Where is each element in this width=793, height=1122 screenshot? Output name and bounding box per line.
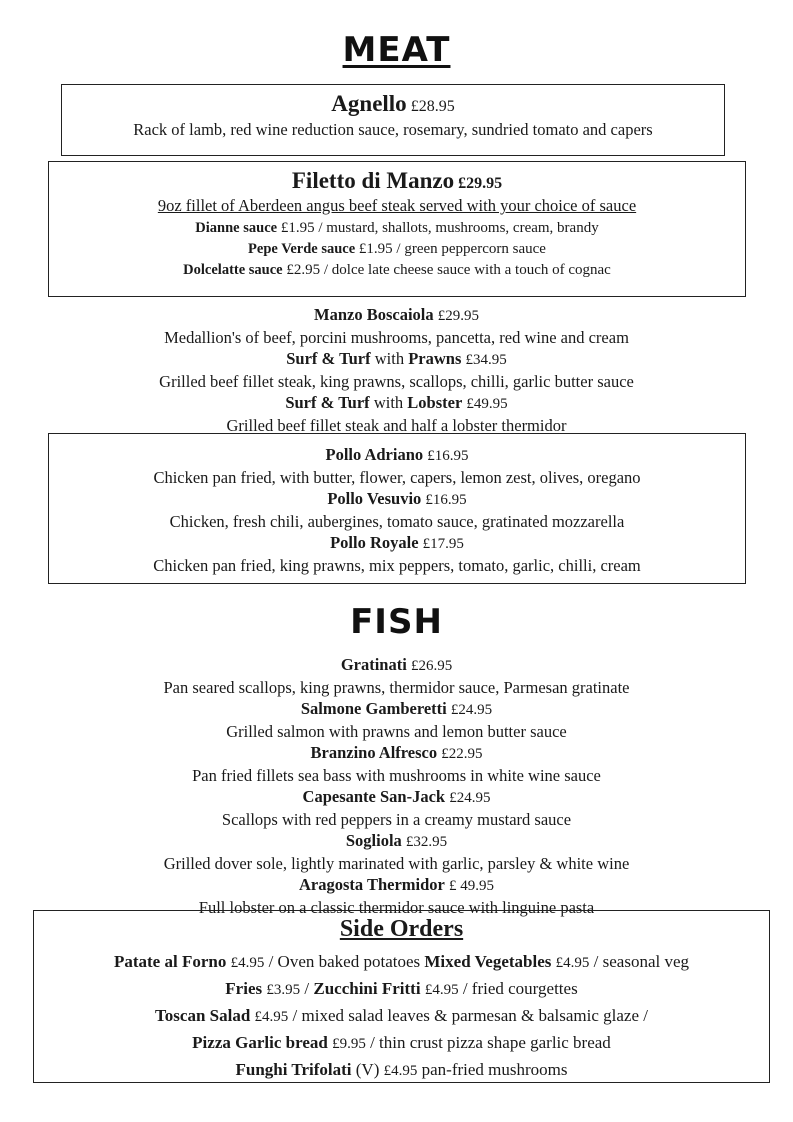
side-description: / thin crust pizza shape garlic bread: [365, 1033, 611, 1052]
dish-name: Surf & Turf: [286, 349, 371, 368]
dish-name: Capesante San-Jack: [302, 787, 446, 806]
dish-price: £24.95: [449, 790, 491, 806]
side-name: Zucchini Fritti: [313, 979, 421, 998]
sauce-description: / mustard, shallots, mushrooms, cream, brandy: [314, 220, 599, 236]
dish-name-suffix: Lobster: [407, 393, 463, 412]
side-price: £4.95: [230, 955, 265, 971]
dish-price: £16.95: [425, 492, 467, 508]
dish-price: £32.95: [405, 834, 448, 850]
meat-heading-text: MEAT: [342, 30, 451, 70]
dish-name: Pollo Royale: [330, 533, 419, 552]
dish-name: Pollo Adriano: [325, 445, 424, 464]
dish-price: £26.95: [410, 658, 453, 674]
dish-connector: with: [369, 393, 408, 412]
side-description: / seasonal veg: [589, 952, 690, 971]
dish-description: Full lobster on a classic thermidor sauce with linguine pasta: [198, 898, 595, 917]
fish-item-title: [0, 786, 793, 809]
sauce-description: / dolce late cheese sauce with a touch of cognac: [320, 262, 611, 278]
side-row-4: [34, 1030, 769, 1057]
dish-description: Pan seared scallops, king prawns, thermidor sauce, Parmesan gratinate: [163, 678, 630, 697]
side-orders-box: [33, 910, 770, 1083]
side-name: Patate al Forno: [113, 952, 227, 971]
fish-item-title: [0, 742, 793, 765]
side-row-2: [34, 976, 769, 1003]
sauce-dianne: [49, 218, 745, 239]
agnello-title: [62, 91, 724, 117]
pollo-adriano-title: [49, 444, 745, 467]
sauce-name: Dianne sauce: [195, 220, 278, 236]
side-row-5: [34, 1057, 769, 1084]
dish-name: Surf & Turf: [285, 393, 370, 412]
dish-description: Scallops with red peppers in a creamy mustard sauce: [221, 810, 572, 829]
dish-price: £16.95: [427, 448, 469, 464]
fish-item-title: [0, 698, 793, 721]
pollo-royale-title: [49, 532, 745, 555]
dish-price: £29.95: [458, 175, 503, 192]
side-description: / mixed salad leaves & parmesan & balsamic glaze /: [288, 1006, 648, 1025]
fish-item-title: [0, 874, 793, 897]
dish-name-suffix: Prawns: [408, 349, 462, 368]
side-name: Funghi Trifolati: [235, 1060, 352, 1079]
side-separator: /: [300, 979, 314, 998]
dish-price: £28.95: [410, 98, 455, 115]
dish-description: Pan fried fillets sea bass with mushrooms in white wine sauce: [192, 766, 601, 785]
side-price: £4.95: [383, 1063, 418, 1079]
sauce-name: Pepe Verde sauce: [248, 241, 356, 257]
sauce-price: £2.95: [286, 262, 321, 278]
sauce-price: £1.95: [358, 241, 393, 257]
agnello-box: [61, 84, 725, 156]
pollo-box: [48, 433, 746, 584]
filetto-box: [48, 161, 746, 297]
dish-price: £ 49.95: [449, 878, 494, 894]
dish-price: £34.95: [465, 352, 507, 368]
manzo-title: [0, 304, 793, 327]
dish-description: Medallion's of beef, porcini mushrooms, pancetta, red wine and cream: [164, 328, 629, 347]
dish-name: Gratinati: [340, 655, 407, 674]
fish-items: [0, 654, 793, 918]
dish-name: Agnello: [331, 91, 407, 116]
dish-connector: with: [370, 349, 409, 368]
pollo-vesuvio-title: [49, 488, 745, 511]
side-description: pan-fried mushrooms: [417, 1060, 568, 1079]
dish-description: Grilled beef fillet steak, king prawns, scallops, chilli, garlic butter sauce: [159, 372, 634, 391]
sauce-pepe-verde: [49, 239, 745, 260]
dish-price: £17.95: [422, 536, 464, 552]
dish-price: £22.95: [441, 746, 483, 762]
side-name: Toscan Salad: [155, 1006, 251, 1025]
side-price: £3.95: [266, 982, 301, 998]
side-price: £9.95: [332, 1036, 366, 1052]
side-price: £4.95: [254, 1009, 289, 1025]
dish-description: Rack of lamb, red wine reduction sauce, rosemary, sundried tomato and capers: [133, 120, 653, 139]
dish-name: Branzino Alfresco: [310, 743, 438, 762]
dish-price: £49.95: [466, 396, 508, 412]
surf-prawns-title: [0, 348, 793, 371]
dish-name: Pollo Vesuvio: [327, 489, 422, 508]
dish-price: £24.95: [450, 702, 493, 718]
dish-name: Manzo Boscaiola: [314, 305, 434, 324]
dish-description: Grilled dover sole, lightly marinated with garlic, parsley & white wine: [163, 854, 630, 873]
side-price: £4.95: [424, 982, 459, 998]
fish-heading: [0, 602, 793, 642]
dish-description: Chicken pan fried, with butter, flower, capers, lemon zest, olives, oregano: [153, 468, 641, 487]
sauce-dolcelatte: [49, 260, 745, 281]
sauce-name: Dolcelatte sauce: [183, 262, 283, 278]
dish-name: Aragosta Thermidor: [298, 875, 445, 894]
dish-description: 9oz fillet of Aberdeen angus beef steak served with your choice of sauce: [157, 196, 637, 215]
fish-item-title: [0, 654, 793, 677]
side-orders-heading: Side Orders: [339, 916, 464, 942]
side-description: / fried courgettes: [458, 979, 578, 998]
fish-item-title: [0, 830, 793, 853]
dish-price: £29.95: [437, 308, 479, 324]
filetto-title: [49, 168, 745, 194]
sauce-description: / green peppercorn sauce: [392, 241, 546, 257]
surf-lobster-title: [0, 392, 793, 415]
side-name: Mixed Vegetables: [424, 952, 552, 971]
side-description: / Oven baked potatoes: [264, 952, 425, 971]
dish-description: Grilled salmon with prawns and lemon butter sauce: [226, 722, 567, 741]
sauce-price: £1.95: [280, 220, 315, 236]
side-price: £4.95: [555, 955, 590, 971]
dish-description: Chicken, fresh chili, aubergines, tomato sauce, gratinated mozzarella: [169, 512, 625, 531]
vegetarian-tag: (V): [351, 1060, 384, 1079]
side-name: Fries: [225, 979, 263, 998]
dish-name: Salmone Gamberetti: [300, 699, 447, 718]
meat-heading: [0, 30, 793, 70]
dish-description: Grilled beef fillet steak and half a lobster thermidor: [226, 416, 567, 435]
meat-free-items: [0, 304, 793, 436]
dish-description: Chicken pan fried, king prawns, mix peppers, tomato, garlic, chilli, cream: [153, 556, 641, 575]
dish-name: Sogliola: [345, 831, 402, 850]
side-name: Pizza Garlic bread: [192, 1033, 328, 1052]
fish-heading-text: FISH: [350, 602, 443, 642]
dish-name: Filetto di Manzo: [291, 168, 455, 193]
side-row-1: [34, 949, 769, 976]
side-row-3: [34, 1003, 769, 1030]
